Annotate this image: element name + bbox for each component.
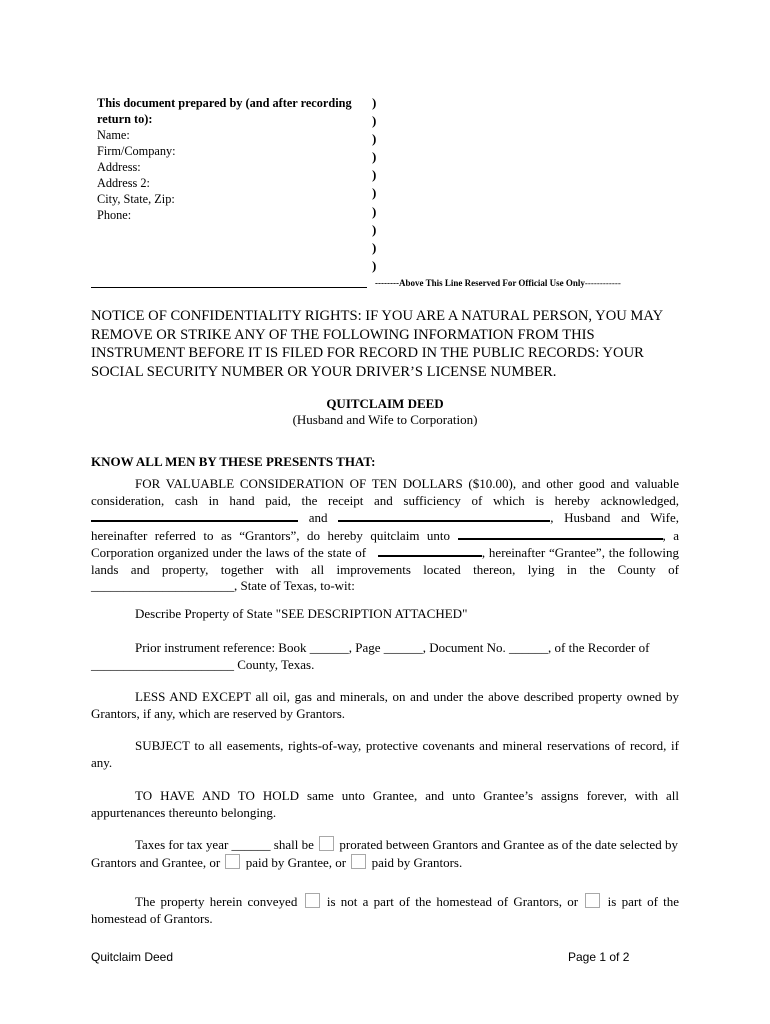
address2-label: Address 2: [97,176,150,190]
recording-divider [91,287,367,288]
preparer-heading-cont: return to): [97,112,153,126]
prior-instrument-paragraph [91,640,679,673]
preparer-heading: This document prepared by (and after recording [97,96,352,110]
consideration-paragraph [91,476,679,595]
document-subtitle: (Husband and Wife to Corporation) [292,412,478,427]
county-state-text: ______________________, State of Texas, to-wit: [91,578,355,593]
paren: ) [372,239,377,255]
to-have-and-to-hold [91,788,679,821]
reserved-text: Above This Line Reserved For Official Use Only [398,278,585,288]
and-text: and [308,510,328,525]
paren: ) [372,113,377,129]
less-and-except-text: LESS AND EXCEPT all oil, gas and minerals, on and under the above described property owned by Grantors, if any, which are reserved by Grantors. [91,689,679,721]
is-homestead-checkbox[interactable] [585,893,600,908]
describe-property: Describe Property of State "SEE DESCRIPTION ATTACHED" [135,606,468,621]
taxes-text-a: Taxes for tax year ______ shall be [135,837,314,852]
less-and-except [91,689,679,722]
document-title: QUITCLAIM DEED [326,396,444,411]
confidentiality-notice: NOTICE OF CONFIDENTIALITY RIGHTS: IF YOU ARE A NATURAL PERSON, YOU MAY REMOVE OR STRIKE ANY OF THE FOLLOWING INFORMATION FROM THIS INSTRUMENT BEFORE IT IS FILED FOR RECORD IN THE PUBLIC RECORDS: YOUR SOCIAL SECURITY NUMBER OR YOUR DRIVER’S LICENSE NUMBER. [91,308,663,380]
taxes-text-c: paid by Grantee, or [245,854,347,870]
prior-line2: ______________________ County, Texas. [91,656,315,672]
paren: ) [372,95,377,110]
preparer-block [97,95,367,223]
taxes-text-b: prorated between Grantors and Grantee as of the date selected by Grantors and Grantee, or [91,837,678,870]
homestead-paragraph [91,893,679,927]
subject-to [91,738,679,771]
state-blank[interactable] [378,544,482,557]
to-have-text: TO HAVE AND TO HOLD same unto Grantee, and unto Grantee’s assigns forever, with all appurtenances thereunto belonging. [91,788,679,820]
paren: ) [372,257,377,273]
paren: ) [372,131,377,147]
paren: ) [372,203,377,219]
taxes-paragraph [91,836,679,871]
grantee-blank[interactable] [458,527,663,540]
paren: ) [372,221,377,237]
not-homestead-checkbox[interactable] [305,893,320,908]
homestead-text-a: The property herein conveyed [135,894,298,909]
homestead-text-c: is part of the homestead of Grantors. [91,894,680,926]
subject-to-text: SUBJECT to all easements, rights-of-way, protective covenants and mineral reservations of record, if any. [91,738,679,770]
know-all-men-heading: KNOW ALL MEN BY THESE PRESENTS THAT: [91,454,376,469]
footer-title: Quitclaim Deed [91,950,174,964]
corporation-text: , a Corporation organized under the laws of the state of [91,527,680,560]
page-number: Page 1 of 2 [568,950,630,964]
reserved-dashes: -------- [375,278,399,288]
paid-by-grantee-checkbox[interactable] [225,854,240,869]
paid-by-grantors-checkbox[interactable] [351,854,366,869]
phone-label: Phone: [97,208,132,222]
reserved-label [375,278,621,288]
consideration-text: FOR VALUABLE CONSIDERATION OF TEN DOLLARS ($10.00), and other good and valuable consideration, cash in hand paid, the receipt and sufficiency of which is hereby acknowledged, [91,476,679,508]
paren: ) [372,167,377,183]
prior-line1: Prior instrument reference: Book ______, Page ______, Document No. ______, of the Recorder of [135,640,650,655]
city-state-zip-label: City, State, Zip: [97,192,175,206]
address-label: Address: [97,160,141,174]
prorated-checkbox[interactable] [319,836,334,851]
homestead-text-b: is not a part of the homestead of Grantors, or [326,894,579,909]
paren: ) [372,185,377,201]
grantee-text: , hereinafter “Grantee”, the following lands and property, together with all improvements located thereon, lying in the County of [91,545,680,577]
reserved-trail: ------------ [584,278,621,288]
paren: ) [372,149,377,165]
name-label: Name: [97,128,130,142]
firm-label: Firm/Company: [97,144,176,158]
grantor2-blank[interactable] [338,509,550,522]
grantor1-blank[interactable] [91,509,298,522]
taxes-text-d: paid by Grantors. [371,854,463,870]
paren-column [372,94,382,275]
husband-wife-text: , Husband and Wife, hereinafter referred to as “Grantors”, do hereby quitclaim unto [91,510,680,543]
